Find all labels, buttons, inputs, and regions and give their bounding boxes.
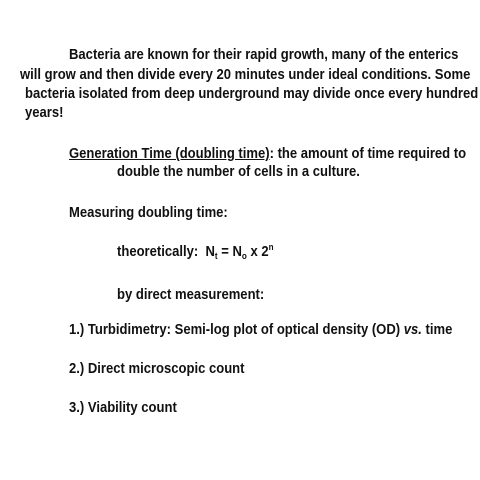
method-1-suffix: time: [421, 322, 453, 338]
formula-equals: =: [217, 244, 233, 260]
method-1: [69, 321, 452, 340]
direct-measurement-label: by direct measurement:: [117, 287, 265, 303]
theoretical-formula: [117, 243, 274, 262]
generation-time-definition-part1: : the amount of time required to: [269, 146, 467, 162]
method-3: 3.) Viability count: [69, 400, 177, 416]
formula-n1: N: [205, 244, 215, 260]
intro-line-4: years!: [25, 105, 64, 121]
generation-time-definition-line-2: double the number of cells in a culture.: [117, 164, 360, 180]
theoretically-label: theoretically:: [117, 244, 199, 260]
formula-exponent: n: [268, 242, 274, 252]
generation-time-term: Generation Time (doubling time): [69, 146, 270, 162]
formula-sub-t: t: [214, 251, 218, 261]
method-1-prefix: 1.) Turbidimetry: Semi-log plot of optical density (OD): [69, 322, 404, 338]
measuring-heading: Measuring doubling time:: [69, 205, 228, 221]
generation-time-definition: [69, 145, 466, 164]
formula-sub-o: o: [241, 251, 247, 261]
formula-n2: N: [232, 244, 242, 260]
method-1-vs: vs.: [403, 322, 422, 338]
intro-line-1: Bacteria are known for their rapid growth, many of the enterics: [69, 47, 459, 63]
formula-times: x 2: [246, 244, 269, 260]
intro-line-2: will grow and then divide every 20 minutes under ideal conditions. Some: [20, 67, 471, 83]
intro-line-3: bacteria isolated from deep underground may divide once every hundred: [25, 86, 479, 102]
method-2: 2.) Direct microscopic count: [69, 361, 245, 377]
